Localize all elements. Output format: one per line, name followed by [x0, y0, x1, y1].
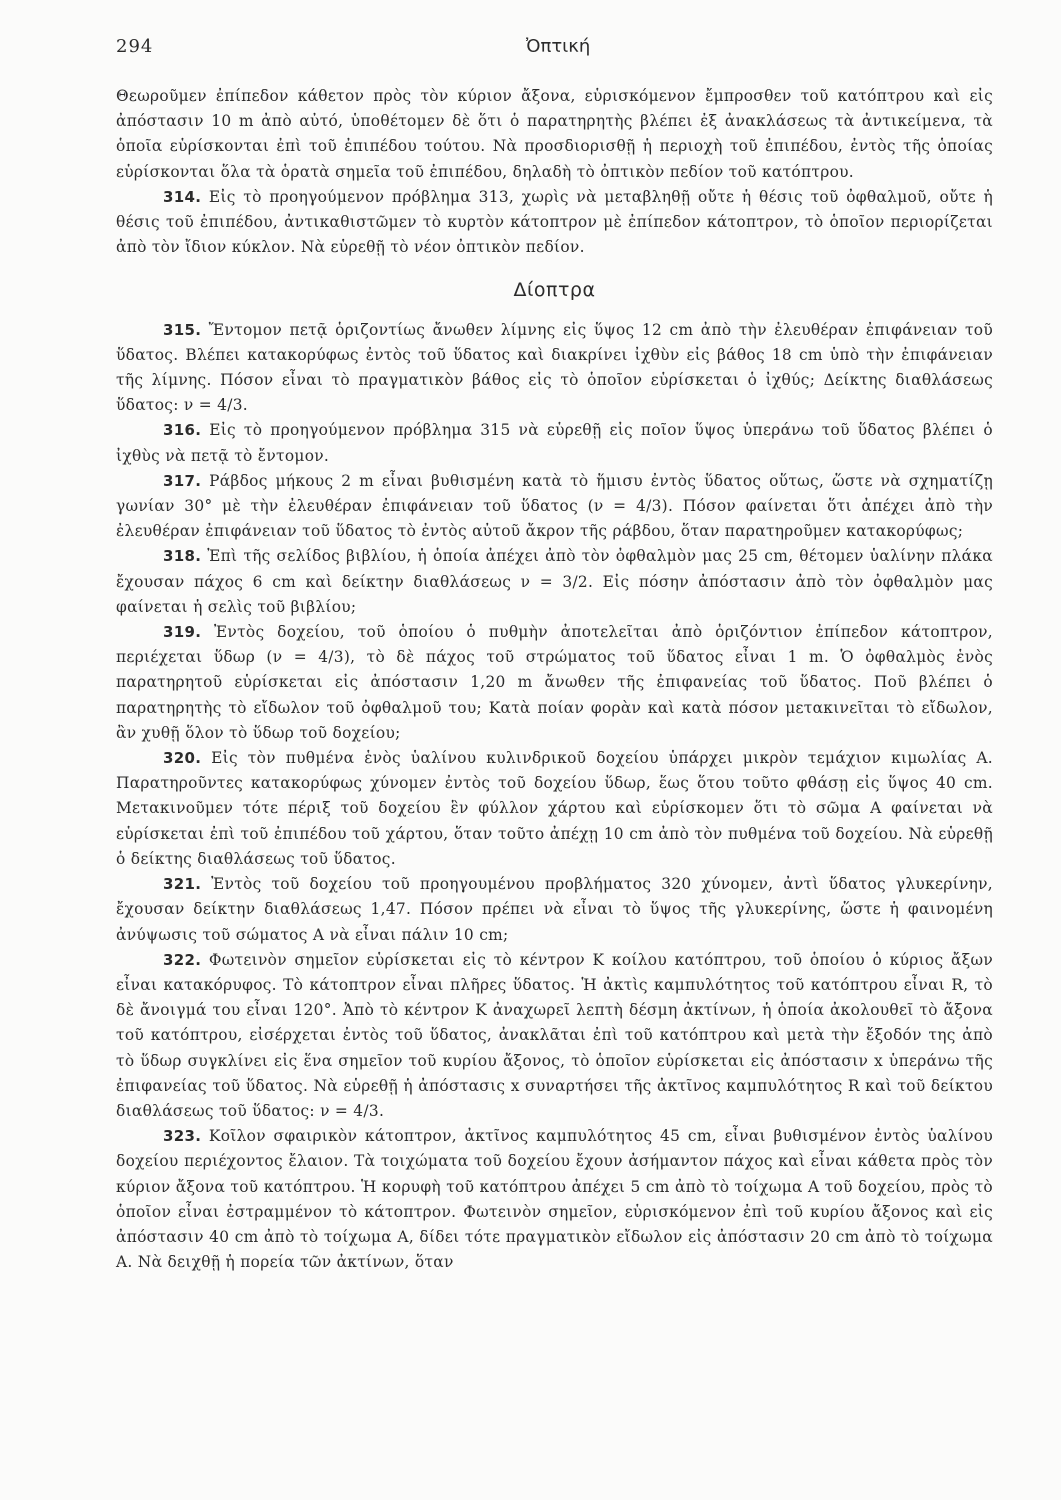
problem-text: Εἰς τὸ προηγούμενον πρόβλημα 315 νὰ εὑρεθῇ εἰς ποῖον ὕψος ὑπεράνω τοῦ ὕδατος βλέπει ὁ ἰχθὺς νὰ πετᾷ τὸ ἔντομον.: [116, 421, 993, 465]
problem-text: Ἐπὶ τῆς σελίδος βιβλίου, ἡ ὁποία ἀπέχει ἀπὸ τὸν ὀφθαλμὸν μας 25 cm, θέτομεν ὑαλίνην πλάκα ἔχουσαν πάχος 6 cm καὶ δείκτην διαθλάσεως ν = 3/2. Εἰς πόσην ἀπόστασιν ἀπὸ τὸν ὀφθαλμὸν μας φαίνεται ἡ σελὶς τοῦ βιβλίου;: [116, 547, 993, 616]
problem-315: [116, 318, 993, 419]
problem-number: 323.: [163, 1127, 202, 1146]
problem-321: [116, 872, 993, 948]
problem-320: [116, 746, 993, 872]
problem-text: Ράβδος μήκους 2 m εἶναι βυθισμένη κατὰ τὸ ἥμισυ ἐντὸς ὕδατος οὕτως, ὥστε νὰ σχηματίζῃ γωνίαν 30° μὲ τὴν ἐλευθέραν ἐπιφάνειαν τοῦ ὕδατος (ν = 4/3). Πόσον φαίνεται ὅτι ἀπέχει ἀπὸ τὴν ἐλευθέραν ἐπιφάνειαν τοῦ ὕδατος τὸ ἐντὸς αὐτοῦ ἄκρον τῆς ράβδου, ὅταν παρατηροῦμεν κατακορύφως;: [116, 471, 993, 541]
problem-317: [116, 469, 993, 545]
problem-number: 321.: [163, 875, 202, 894]
problem-text: Φωτεινὸν σημεῖον εὑρίσκεται εἰς τὸ κέντρον Κ κοίλου κατόπτρου, τοῦ ὁποίου ὁ κύριος ἄξων εἶναι κατακόρυφος. Τὸ κάτοπτρον εἶναι πλῆρες ὕδατος. Ἡ ἀκτὶς καμπυλότητος τοῦ κατόπτρου εἶναι R, τὸ δὲ ἄνοιγμά του εἶναι 120°. Ἀπὸ τὸ κέντρον Κ ἀναχωρεῖ λεπτὴ δέσμη ἀκτίνων, ἡ ὁποία ἀκολουθεῖ τὸ ἄξονα τοῦ κατόπτρου, εἰσέρχεται ἐντὸς τοῦ ὕδατος, ἀνακλᾶται ἐπὶ τοῦ κατόπτρου καὶ μετὰ τὴν ἔξοδόν της ἀπὸ τὸ ὕδωρ συγκλίνει εἰς ἕνα σημεῖον τοῦ κυρίου ἄξονος, τὸ ὁποῖον εὑρίσκεται εἰς ἀπόστασιν x ὑπεράνω τῆς ἐπιφανείας τοῦ ὕδατος. Νὰ εὑρεθῇ ἡ ἀπόστασις x συναρτήσει τῆς ἀκτῖνος καμπυλότητος R καὶ τοῦ δείκτου διαθλάσεως τοῦ ὕδατος: ν = 4/3.: [116, 950, 993, 1120]
running-title: Ὀπτική: [526, 36, 591, 57]
problem-text: Κοῖλον σφαιρικὸν κάτοπτρον, ἀκτῖνος καμπυλότητος 45 cm, εἶναι βυθισμένον ἐντὸς ὑαλίνου δοχείου περιέχοντος ἔλαιον. Τὰ τοιχώματα τοῦ δοχείου ἔχουν ἀσήμαντον πάχος καὶ εἶναι κάθετα πρὸς τὸν κύριον ἄξονα τοῦ κατόπτρου. Ἡ κορυφὴ τοῦ κατόπτρου ἀπέχει 5 cm ἀπὸ τὸ τοίχωμα Α τοῦ δοχείου, πρὸς τὸ ὁποῖον εἶναι ἐστραμμένον τὸ κάτοπτρον. Φωτεινὸν σημεῖον, εὑρισκόμενον ἐπὶ τοῦ κυρίου ἄξονος καὶ εἰς ἀπόστασιν 40 cm ἀπὸ τὸ τοίχωμα Α, δίδει τότε πραγματικὸν εἴδωλον εἰς ἀπόστασιν 20 cm ἀπὸ τὸ τοίχωμα Α. Νὰ δειχθῇ ἡ πορεία τῶν ἀκτίνων, ὅταν: [116, 1127, 993, 1272]
problem-number: 314.: [163, 187, 202, 206]
problem-318: [116, 544, 993, 620]
problem-314: [116, 185, 993, 261]
problem-text: Ἐντὸς τοῦ δοχείου τοῦ προηγουμένου προβλήματος 320 χύνομεν, ἀντὶ ὕδατος γλυκερίνην, ἔχουσαν δείκτην διαθλάσεως 1,47. Πόσον πρέπει νὰ εἶναι τὸ ὕψος τῆς γλυκερίνης, ὥστε ἡ φαινομένη ἀνύψωσις τοῦ σώματος Α νὰ εἶναι πάλιν 10 cm;: [116, 875, 993, 944]
problem-number: 315.: [163, 320, 202, 339]
problem-number: 320.: [163, 749, 202, 768]
problem-text: Ἐντὸς δοχείου, τοῦ ὁποίου ὁ πυθμὴν ἀποτελεῖται ἀπὸ ὁριζόντιον ἐπίπεδον κάτοπτρον, περιέχεται ὕδωρ (ν = 4/3), τὸ δὲ πάχος τοῦ στρώματος τοῦ ὕδατος εἶναι 1 m. Ὁ ὀφθαλμὸς ἑνὸς παρατηρητοῦ εὑρίσκεται εἰς ἀπόστασιν 1,20 m ἄνωθεν τῆς ἐπιφανείας τοῦ ὕδατος. Ποῦ βλέπει ὁ παρατηρητὴς τὸ εἴδωλον τοῦ ὀφθαλμοῦ του; Κατὰ ποίαν φορὰν καὶ κατὰ πόσον μετακινεῖται τὸ εἴδωλον, ἂν χυθῇ ὅλον τὸ ὕδωρ τοῦ δοχείου;: [116, 623, 993, 742]
page-body: [116, 84, 993, 1275]
problem-number: 316.: [163, 421, 202, 440]
problem-316: [116, 418, 993, 468]
page-number: 294: [116, 36, 154, 57]
problem-number: 319.: [163, 623, 202, 642]
problem-323: [116, 1124, 993, 1275]
problem-number: 322.: [163, 950, 202, 969]
intro-paragraph: Θεωροῦμεν ἐπίπεδον κάθετον πρὸς τὸν κύριον ἄξονα, εὑρισκόμενον ἔμπροσθεν τοῦ κατόπτρου καὶ εἰς ἀπόστασιν 10 m ἀπὸ αὐτό, ὑποθέτομεν δὲ ὅτι ὁ παρατηρητὴς βλέπει ἐξ ἀνακλάσεως τὰ ἀντικείμενα, τὰ ὁποῖα εὑρίσκονται ἐπὶ τοῦ ἐπιπέδου τούτου. Νὰ προσδιορισθῇ ἡ περιοχὴ τοῦ ἐπιπέδου, ἐντὸς τῆς ὁποίας εὑρίσκονται ὅλα τὰ ὁρατὰ σημεῖα τοῦ ἐπιπέδου, δηλαδὴ τὸ ὀπτικὸν πεδίον τοῦ κατόπτρου.: [116, 87, 993, 181]
problem-text: Εἰς τὸ προηγούμενον πρόβλημα 313, χωρὶς νὰ μεταβληθῇ οὔτε ἡ θέσις τοῦ ὀφθαλμοῦ, οὔτε ἡ θέσις τοῦ ἐπιπέδου, ἀντικαθιστῶμεν τὸ κυρτὸν κάτοπτρον μὲ ἐπίπεδον κάτοπτρον, τὸ ὁποῖον περιορίζεται ἀπὸ τὸν ἴδιον κύκλον. Νὰ εὑρεθῇ τὸ νέον ὀπτικὸν πεδίον.: [116, 187, 993, 257]
section-heading: Δίοπτρα: [513, 279, 596, 302]
problem-number: 317.: [163, 471, 202, 490]
problem-number: 318.: [163, 547, 202, 566]
problem-text: Εἰς τὸν πυθμένα ἑνὸς ὑαλίνου κυλινδρικοῦ δοχείου ὑπάρχει μικρὸν τεμάχιον κιμωλίας Α. Παρατηροῦντες κατακορύφως χύνομεν ἐντὸς τοῦ δοχείου ὕδωρ, ἕως ὅτου τοῦτο φθάσῃ εἰς ὕψος 40 cm. Μετακινοῦμεν τότε πέριξ τοῦ δοχείου ἓν φύλλον χάρτου καὶ εὑρίσκομεν ὅτι τὸ σῶμα Α φαίνεται νὰ εὑρίσκεται ἐπὶ τοῦ ἐπιπέδου τοῦ χάρτου, ὅταν τοῦτο ἀπέχῃ 10 cm ἀπὸ τὸν πυθμένα τοῦ δοχείου. Νὰ εὑρεθῇ ὁ δείκτης διαθλάσεως τοῦ ὕδατος.: [116, 749, 994, 868]
page-header: [116, 36, 991, 66]
problem-319: [116, 620, 993, 746]
problem-text: Ἔντομον πετᾷ ὁριζοντίως ἄνωθεν λίμνης εἰς ὕψος 12 cm ἀπὸ τὴν ἐλευθέραν ἐπιφάνειαν τοῦ ὕδατος. Βλέπει κατακορύφως ἐντὸς τοῦ ὕδατος καὶ διακρίνει ἰχθὺν εἰς βάθος 18 cm ὑπὸ τὴν ἐπιφάνειαν τῆς λίμνης. Πόσον εἶναι τὸ πραγματικὸν βάθος εἰς τὸ ὁποῖον εὑρίσκεται ὁ ἰχθύς; Δείκτης διαθλάσεως ὕδατος: ν = 4/3.: [116, 320, 993, 415]
problem-322: [116, 948, 993, 1124]
